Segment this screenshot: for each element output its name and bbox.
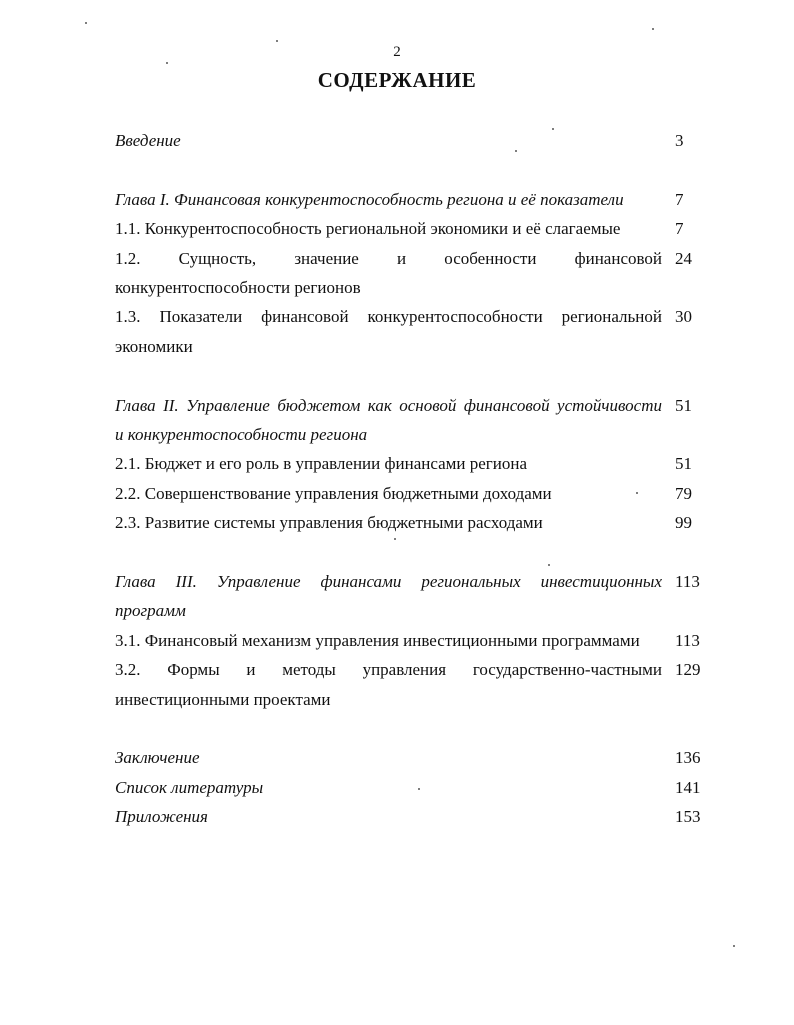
toc-entry-chapter-2 [115,391,705,450]
toc-entry-label-line-1: 1.3. Показатели финансовой конкурентоспособности региональной [115,307,662,327]
toc-entry-page: 79 [675,483,692,503]
toc-entry-introduction [115,126,705,155]
scan-speck [166,62,168,64]
toc-entry-page: 113 [675,572,700,592]
toc-entry-label-line-2: экономики [115,336,193,356]
toc-entry-label-line-1: 3.2. Формы и методы управления государственно-частными [115,660,662,680]
toc-entry-section-3-1 [115,626,705,655]
scan-speck [652,28,654,30]
scan-speck [418,788,420,790]
scan-speck [85,22,87,24]
toc-entry-label: 3.1. Финансовый механизм управления инвестиционными программами [115,630,640,650]
table-of-contents [115,126,705,832]
toc-entry-page: 24 [675,248,692,268]
scan-speck [636,492,638,494]
toc-entry-label-line-1: Глава III. Управление финансами региональных инвестиционных [115,572,662,592]
toc-entry-label [115,655,662,714]
toc-entry-label: Список литературы [115,777,264,797]
toc-entry-label: Приложения [115,807,208,827]
toc-entry-label-line-1: Глава II. Управление бюджетом как основой финансовой устойчивости [115,395,662,415]
toc-entry-section-1-3 [115,302,705,361]
toc-entry-section-2-3 [115,508,705,537]
page-title: СОДЕРЖАНИЕ [317,68,477,92]
scan-speck [552,128,554,130]
toc-entry-label: 2.1. Бюджет и его роль в управлении финансами региона [115,454,528,474]
page-number: 2 [393,44,401,60]
toc-entry-page: 3 [675,131,684,150]
toc-entry-page: 136 [675,748,701,768]
toc-entry-appendices [115,802,705,831]
toc-entry-label-line-2: конкурентоспособности регионов [115,278,361,298]
toc-entry-label: Глава I. Финансовая конкурентоспособность региона и её показатели [115,189,624,209]
toc-entry-conclusion [115,743,705,772]
toc-entry-page: 7 [675,219,684,239]
toc-entry-label [115,302,662,361]
toc-entry-page: 129 [675,660,701,680]
toc-entry-label [115,244,662,303]
toc-entry-label: 2.3. Развитие системы управления бюджетными расходами [115,513,543,533]
toc-entry-label [115,391,662,450]
toc-entry-references [115,773,705,802]
toc-entry-section-2-1 [115,449,705,478]
toc-entry-page: 30 [675,307,692,327]
scan-speck [733,945,735,947]
toc-entry-label: 2.2. Совершенствование управления бюджетными доходами [115,483,552,503]
toc-entry-label: Введение [115,131,181,150]
toc-entry-page: 7 [675,189,684,209]
toc-entry-section-3-2 [115,655,705,714]
toc-entry-label-line-1: 1.2. Сущность, значение и особенности финансовой [115,248,662,268]
toc-entry-chapter-3 [115,567,705,626]
toc-entry-section-1-2 [115,244,705,303]
toc-entry-label: Заключение [115,748,200,768]
toc-entry-page: 153 [675,807,701,827]
toc-entry-label: 1.1. Конкурентоспособность региональной экономики и её слагаемые [115,219,621,239]
toc-entry-page: 113 [675,630,700,650]
toc-entry-section-1-1 [115,214,705,243]
toc-entry-page: 99 [675,513,692,533]
toc-entry-label-line-2: инвестиционными проектами [115,689,331,709]
scan-speck [515,150,517,152]
toc-entry-page: 141 [675,777,701,797]
toc-entry-label [115,567,662,626]
toc-entry-chapter-1 [115,185,705,214]
scan-speck [276,40,278,42]
scan-speck [394,538,396,540]
scan-speck [548,564,550,566]
toc-entry-section-2-2 [115,479,705,508]
toc-entry-page: 51 [675,454,692,474]
toc-entry-label-line-2: и конкурентоспособности региона [115,425,368,445]
toc-entry-label-line-2: программ [115,601,186,621]
toc-entry-page: 51 [675,395,692,415]
